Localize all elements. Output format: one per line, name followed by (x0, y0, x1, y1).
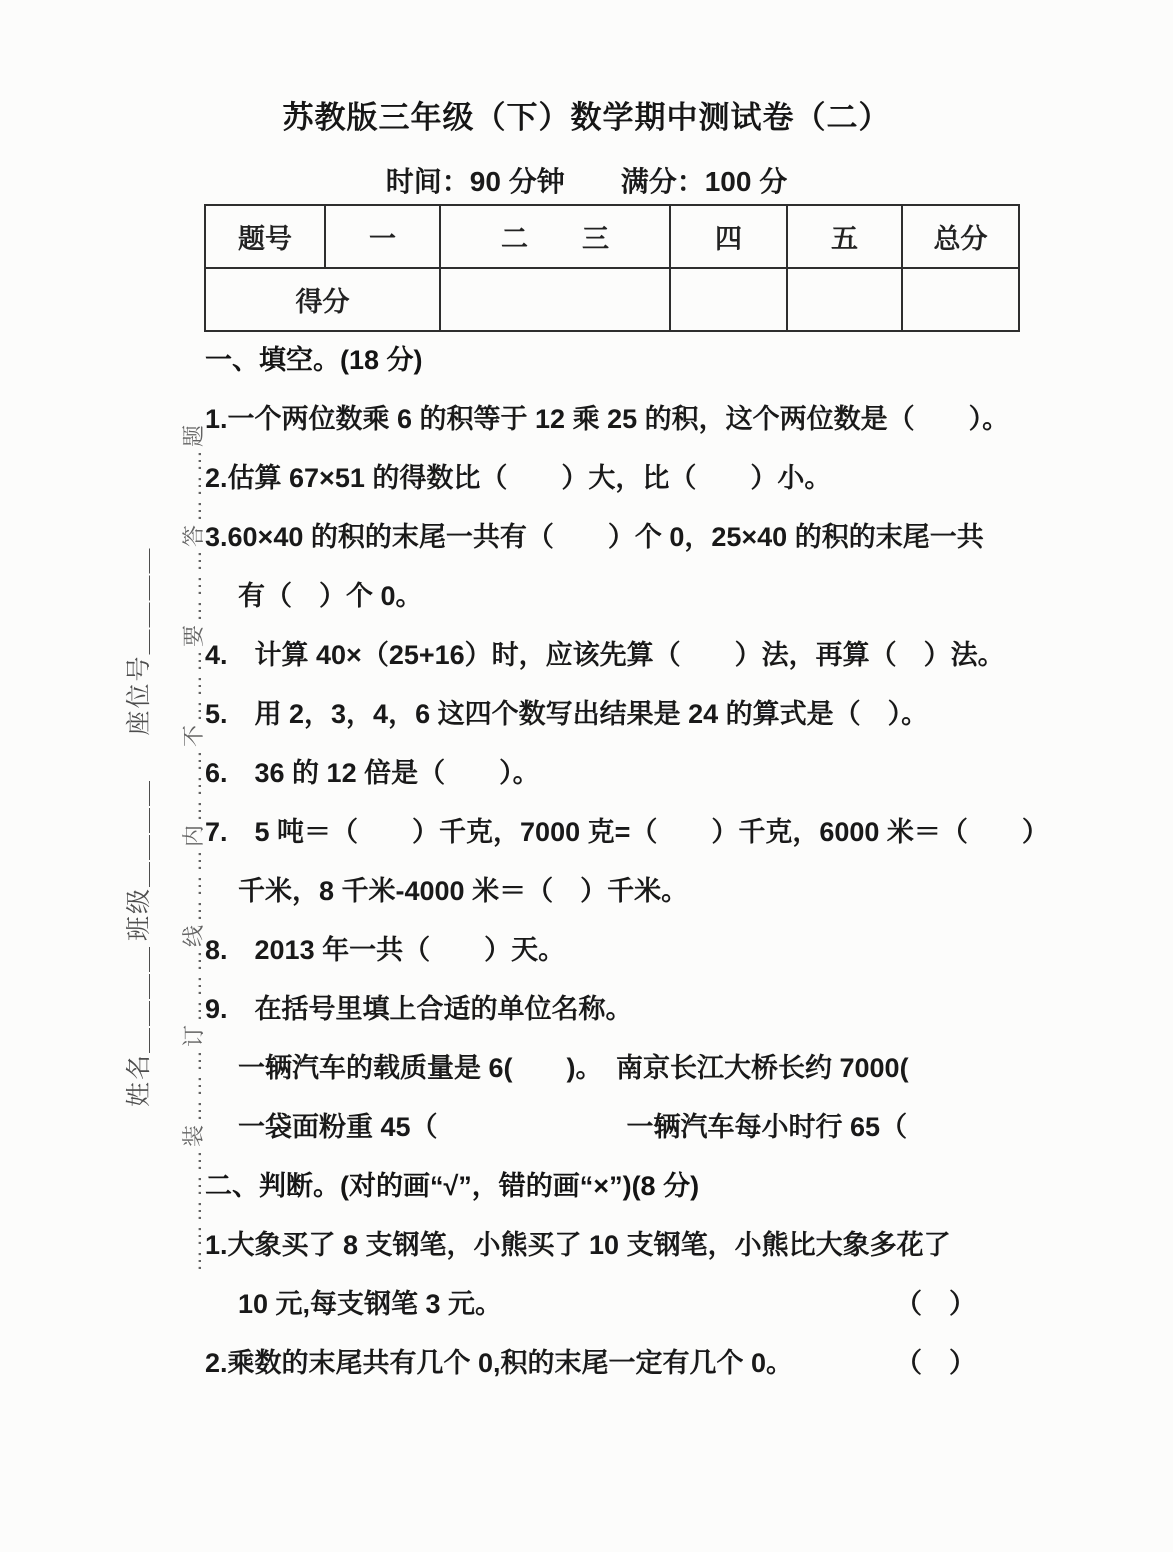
score-column-4: 四 (670, 205, 787, 268)
class-label: 班级＿＿＿＿ (125, 778, 153, 942)
score-column-5: 五 (787, 205, 902, 268)
score-column-2-3: 二 三 (440, 205, 670, 268)
score-table-header-row (205, 205, 1019, 268)
judge-question-1-continued (205, 1275, 1065, 1334)
score-column-1: 一 (325, 205, 440, 268)
question-1: 1.一个两位数乘 6 的积等于 12 乘 25 的积，这个两位数是（ ）。 (205, 404, 1010, 434)
binding-line (175, 388, 205, 1272)
judge-question-2-text: 2.乘数的末尾共有几个 0,积的末尾一定有几个 0。 (205, 1348, 794, 1378)
score-cell-empty (670, 268, 787, 331)
page-title: 苏教版三年级（下）数学期中测试卷（二） (282, 100, 891, 135)
score-row-label: 得分 (205, 268, 440, 331)
score-table (204, 204, 1020, 332)
judge-question-1: 1.大象买了 8 支钢笔，小熊买了 10 支钢笔，小熊比大象多花了 (205, 1230, 951, 1260)
question-8: 8. 2013 年一共（ ）天。 (205, 935, 566, 965)
score-table-score-row (205, 268, 1019, 331)
name-label: 姓名＿＿＿＿ (125, 944, 153, 1108)
score-cell-empty (440, 268, 670, 331)
judge-question-2 (205, 1334, 1065, 1393)
question-7: 7. 5 吨＝（ ）千克，7000 克=（ ）千克，6000 米＝（ ） (205, 817, 1049, 847)
question-3-continued: 有（ ）个 0。 (238, 581, 423, 611)
score-column-total: 总分 (902, 205, 1019, 268)
question-5: 5. 用 2，3，4，6 这四个数写出结果是 24 的算式是（ ）。 (205, 699, 929, 729)
question-6: 6. 36 的 12 倍是（ ）。 (205, 758, 540, 788)
question-9: 9. 在括号里填上合适的单位名称。 (205, 994, 633, 1024)
question-9-units-row-1: 一辆汽车的载质量是 6( )。 南京长江大桥长约 7000( (238, 1053, 909, 1083)
binding-line-text: ……………装………订………线………内………不………要………答………题 (181, 421, 206, 1272)
section-2-heading: 二、判断。(对的画“√”，错的画“×”)(8 分) (205, 1171, 700, 1201)
exam-subtitle: 时间：90 分钟 满分：100 分 (385, 166, 788, 197)
question-7-continued: 千米，8 千米-4000 米＝（ ）千米。 (238, 876, 689, 906)
score-cell-empty (902, 268, 1019, 331)
question-2: 2.估算 67×51 的得数比（ ）大，比（ ）小。 (205, 463, 832, 493)
judge-question-1-text: 10 元,每支钢笔 3 元。 (238, 1289, 503, 1319)
question-3: 3.60×40 的积的末尾一共有（ ）个 0，25×40 的积的末尾一共 (205, 522, 984, 552)
score-cell-empty (787, 268, 902, 331)
answer-parentheses: （ ） (895, 1348, 976, 1378)
question-9-units-row-2: 一袋面粉重 45（ 一辆汽车每小时行 65（ (238, 1112, 908, 1142)
question-area (205, 331, 1065, 1393)
answer-parentheses: （ ） (895, 1289, 976, 1319)
question-4: 4. 计算 40×（25+16）时，应该先算（ ）法，再算（ ）法。 (205, 640, 1005, 670)
seat-number-label: 座位号＿＿＿＿ (125, 546, 153, 736)
score-table-corner-label: 题号 (205, 205, 325, 268)
section-1-heading: 一、填空。(18 分) (205, 345, 423, 375)
